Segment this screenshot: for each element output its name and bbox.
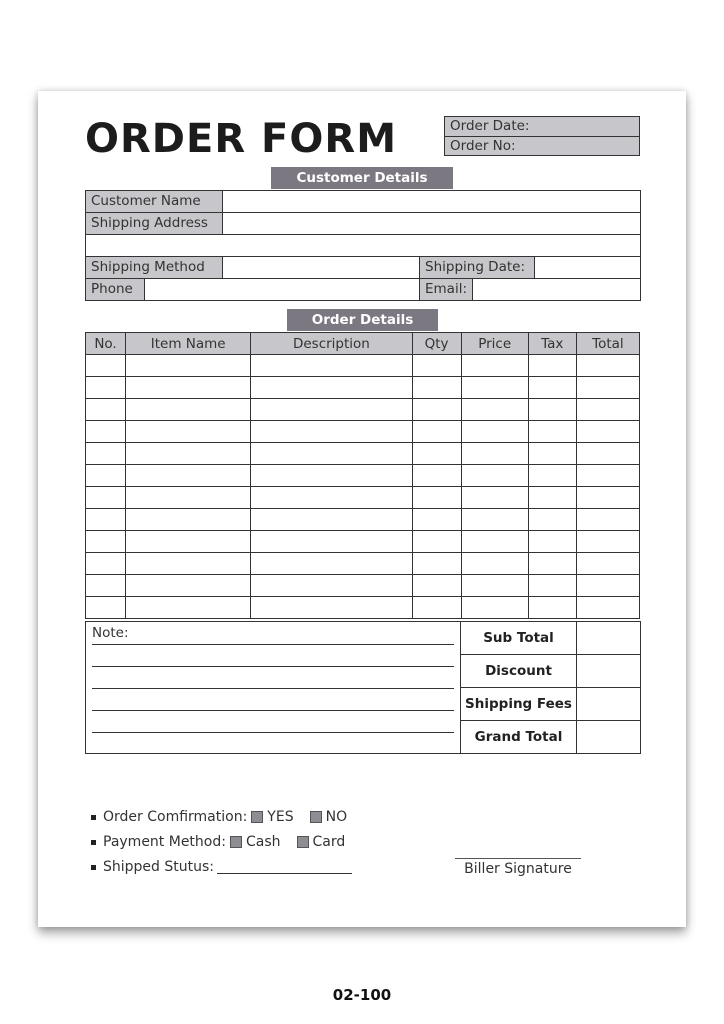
- no-label: NO: [325, 809, 348, 825]
- order-confirmation-label: Order Comfirmation:: [103, 809, 248, 825]
- email-label: Email:: [419, 279, 473, 300]
- table-cell[interactable]: [251, 575, 412, 597]
- table-cell[interactable]: [251, 531, 412, 553]
- table-cell[interactable]: [251, 377, 412, 399]
- subtotal-label: Sub Total: [461, 622, 577, 655]
- shipping-fees-field[interactable]: [577, 688, 641, 721]
- order-no-field[interactable]: Order No:: [445, 136, 639, 155]
- table-row: [86, 355, 640, 377]
- table-cell[interactable]: [251, 421, 412, 443]
- shipping-fees-row: [461, 688, 641, 721]
- table-cell[interactable]: [576, 377, 639, 399]
- table-row: [86, 575, 640, 597]
- table-cell[interactable]: [461, 355, 528, 377]
- table-cell[interactable]: [528, 443, 576, 465]
- table-cell[interactable]: [126, 377, 251, 399]
- table-cell[interactable]: [126, 421, 251, 443]
- table-cell[interactable]: [86, 399, 126, 421]
- column-header: Total: [576, 333, 639, 355]
- bullet-icon: [91, 840, 96, 845]
- order-items-table: [85, 332, 640, 619]
- table-cell[interactable]: [461, 575, 528, 597]
- column-header: Tax: [528, 333, 576, 355]
- cash-label: Cash: [245, 834, 281, 850]
- table-cell[interactable]: [251, 597, 412, 619]
- column-header: Item Name: [126, 333, 251, 355]
- table-cell[interactable]: [576, 487, 639, 509]
- table-cell[interactable]: [126, 487, 251, 509]
- table-cell[interactable]: [528, 509, 576, 531]
- card-checkbox[interactable]: [297, 836, 309, 848]
- note-line: [92, 710, 454, 711]
- table-cell[interactable]: [528, 575, 576, 597]
- order-details-heading: Order Details: [287, 309, 438, 331]
- table-cell[interactable]: [528, 531, 576, 553]
- table-cell[interactable]: [461, 509, 528, 531]
- customer-name-field[interactable]: [223, 191, 640, 212]
- note-line: [92, 644, 454, 645]
- table-cell[interactable]: [528, 377, 576, 399]
- table-cell[interactable]: [412, 421, 461, 443]
- note-label: Note:: [92, 625, 129, 641]
- table-cell[interactable]: [528, 597, 576, 619]
- table-row: [86, 465, 640, 487]
- customer-details-table: [85, 190, 641, 301]
- order-meta-box: [444, 116, 640, 156]
- note-line: [92, 732, 454, 733]
- customer-details-heading: Customer Details: [271, 167, 453, 189]
- table-cell[interactable]: [461, 421, 528, 443]
- table-cell[interactable]: [412, 487, 461, 509]
- email-field[interactable]: [473, 279, 640, 300]
- table-cell[interactable]: [86, 597, 126, 619]
- table-cell[interactable]: [412, 465, 461, 487]
- table-cell[interactable]: [412, 575, 461, 597]
- table-cell[interactable]: [251, 465, 412, 487]
- table-cell[interactable]: [126, 509, 251, 531]
- yes-label: YES: [267, 809, 294, 825]
- table-cell[interactable]: [576, 575, 639, 597]
- table-row: [86, 509, 640, 531]
- order-date-field[interactable]: Order Date:: [445, 117, 639, 136]
- table-cell[interactable]: [576, 553, 639, 575]
- table-cell[interactable]: [528, 553, 576, 575]
- yes-checkbox[interactable]: [251, 811, 263, 823]
- table-cell[interactable]: [251, 443, 412, 465]
- column-header: No.: [86, 333, 126, 355]
- table-cell[interactable]: [126, 399, 251, 421]
- table-cell[interactable]: [528, 421, 576, 443]
- table-cell[interactable]: [528, 399, 576, 421]
- grand-total-row: [461, 721, 641, 754]
- table-cell[interactable]: [251, 509, 412, 531]
- payment-method-option: [91, 834, 345, 850]
- table-cell[interactable]: [251, 399, 412, 421]
- table-row: [86, 597, 640, 619]
- table-cell[interactable]: [576, 443, 639, 465]
- table-row: [86, 531, 640, 553]
- card-label: Card: [312, 834, 346, 850]
- shipping-date-label: Shipping Date:: [419, 257, 535, 278]
- table-cell[interactable]: [86, 531, 126, 553]
- table-cell[interactable]: [412, 355, 461, 377]
- discount-label: Discount: [461, 655, 577, 688]
- note-line: [92, 688, 454, 689]
- table-cell[interactable]: [576, 509, 639, 531]
- table-cell[interactable]: [576, 355, 639, 377]
- table-cell[interactable]: [412, 531, 461, 553]
- order-confirmation-option: [91, 809, 347, 825]
- table-cell[interactable]: [461, 531, 528, 553]
- table-cell[interactable]: [412, 553, 461, 575]
- table-cell[interactable]: [126, 553, 251, 575]
- table-cell[interactable]: [412, 399, 461, 421]
- customer-name-row: [86, 191, 640, 213]
- table-cell[interactable]: [576, 597, 639, 619]
- table-cell[interactable]: [576, 465, 639, 487]
- shipping-method-row: [86, 257, 640, 279]
- table-cell[interactable]: [126, 443, 251, 465]
- customer-name-label: Customer Name: [86, 191, 223, 212]
- note-line: [92, 666, 454, 667]
- table-cell[interactable]: [461, 487, 528, 509]
- grand-total-field[interactable]: [577, 721, 641, 754]
- phone-label: Phone: [86, 279, 145, 300]
- table-cell[interactable]: [412, 377, 461, 399]
- shipping-address-continued-row: [86, 235, 640, 257]
- table-cell[interactable]: [576, 421, 639, 443]
- shipped-status-field[interactable]: [217, 861, 352, 874]
- table-cell[interactable]: [126, 465, 251, 487]
- shipping-method-field[interactable]: [223, 257, 419, 278]
- shipping-address-field-2[interactable]: [86, 235, 640, 256]
- table-cell[interactable]: [86, 509, 126, 531]
- table-row: [86, 487, 640, 509]
- table-cell[interactable]: [412, 509, 461, 531]
- table-cell[interactable]: [86, 443, 126, 465]
- table-cell[interactable]: [528, 487, 576, 509]
- order-form-sheet: [38, 91, 686, 927]
- phone-email-row: [86, 279, 640, 300]
- page-title: ORDER FORM: [85, 116, 397, 162]
- shipping-method-label: Shipping Method: [86, 257, 223, 278]
- shipping-address-row: [86, 213, 640, 235]
- column-header: Price: [461, 333, 528, 355]
- biller-signature-label: Biller Signature: [464, 861, 572, 877]
- order-table-body: [86, 355, 640, 619]
- discount-row: [461, 655, 641, 688]
- table-cell[interactable]: [126, 355, 251, 377]
- cash-checkbox[interactable]: [230, 836, 242, 848]
- table-cell[interactable]: [461, 597, 528, 619]
- shipping-date-field[interactable]: [535, 257, 640, 278]
- table-row: [86, 377, 640, 399]
- signature-line[interactable]: [455, 858, 581, 859]
- bullet-icon: [91, 815, 96, 820]
- table-cell[interactable]: [251, 487, 412, 509]
- table-cell[interactable]: [528, 465, 576, 487]
- table-cell[interactable]: [528, 355, 576, 377]
- shipping-fees-label: Shipping Fees: [461, 688, 577, 721]
- column-header: Description: [251, 333, 412, 355]
- table-cell[interactable]: [576, 399, 639, 421]
- table-cell[interactable]: [412, 443, 461, 465]
- table-cell[interactable]: [86, 553, 126, 575]
- product-code: 02-100: [332, 986, 392, 1004]
- table-cell[interactable]: [251, 355, 412, 377]
- shipped-status-label: Shipped Stutus:: [103, 859, 214, 875]
- table-cell[interactable]: [86, 575, 126, 597]
- table-cell[interactable]: [126, 575, 251, 597]
- table-row: [86, 553, 640, 575]
- no-checkbox[interactable]: [310, 811, 322, 823]
- table-cell[interactable]: [461, 465, 528, 487]
- table-row: [86, 421, 640, 443]
- table-cell[interactable]: [86, 465, 126, 487]
- payment-method-label: Payment Method:: [103, 834, 226, 850]
- table-cell[interactable]: [461, 443, 528, 465]
- discount-field[interactable]: [577, 655, 641, 688]
- grand-total-label: Grand Total: [461, 721, 577, 754]
- table-cell[interactable]: [461, 399, 528, 421]
- shipping-address-label: Shipping Address: [86, 213, 223, 234]
- shipping-address-field[interactable]: [223, 213, 640, 234]
- table-cell[interactable]: [461, 553, 528, 575]
- note-box[interactable]: [85, 621, 460, 754]
- shipped-status-option: [91, 859, 352, 875]
- column-header: Qty: [412, 333, 461, 355]
- bullet-icon: [91, 865, 96, 870]
- table-cell[interactable]: [576, 531, 639, 553]
- table-cell[interactable]: [86, 377, 126, 399]
- subtotal-field[interactable]: [577, 622, 641, 655]
- table-cell[interactable]: [412, 597, 461, 619]
- table-cell[interactable]: [86, 421, 126, 443]
- subtotal-row: [461, 622, 641, 655]
- table-cell[interactable]: [126, 597, 251, 619]
- table-cell[interactable]: [86, 355, 126, 377]
- table-cell[interactable]: [251, 553, 412, 575]
- order-table-header: [86, 333, 640, 355]
- table-cell[interactable]: [86, 487, 126, 509]
- table-row: [86, 443, 640, 465]
- table-cell[interactable]: [126, 531, 251, 553]
- totals-table: [460, 621, 641, 754]
- phone-field[interactable]: [145, 279, 419, 300]
- table-row: [86, 399, 640, 421]
- table-cell[interactable]: [461, 377, 528, 399]
